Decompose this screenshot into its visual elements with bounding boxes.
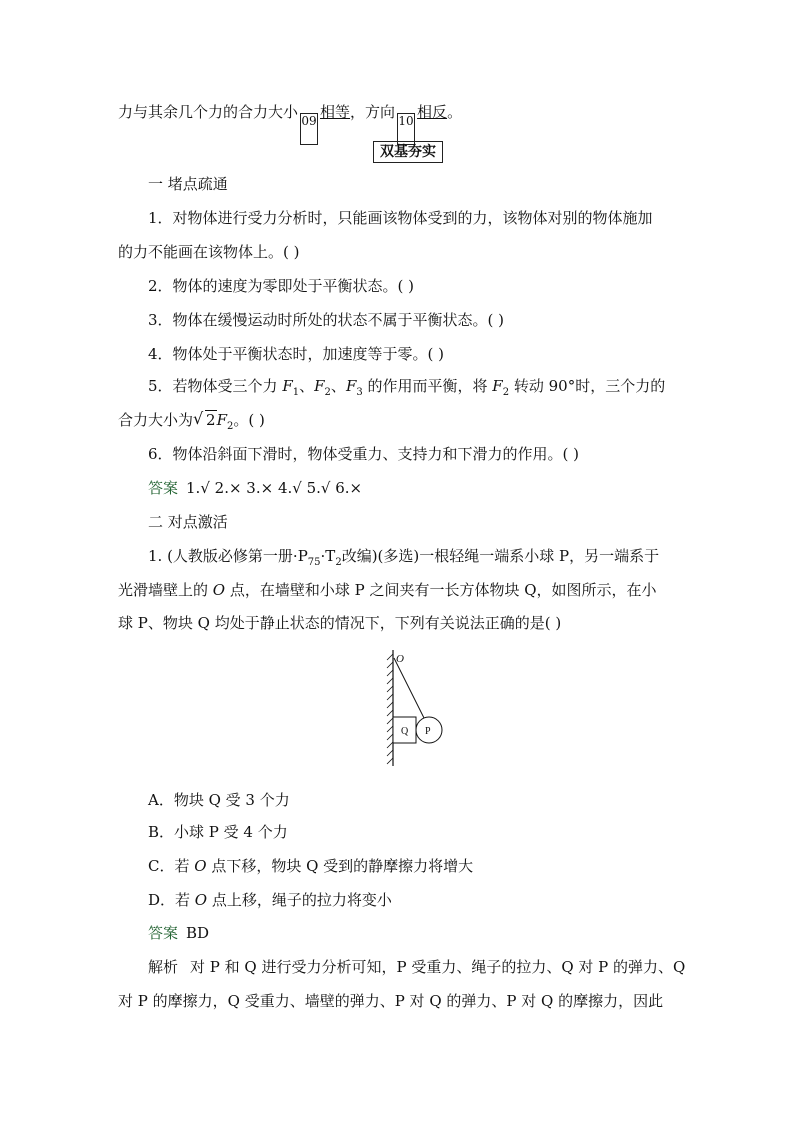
sqrt-radicand: 2 bbox=[206, 411, 216, 429]
question-5-line-1 bbox=[148, 376, 665, 403]
q5-text-1: 5．若物体受三个力 bbox=[148, 377, 283, 395]
option-c-point-o: O bbox=[194, 857, 207, 875]
p2-answer-text: BD bbox=[186, 924, 210, 942]
section-title: 双基夯实 bbox=[373, 141, 443, 163]
p2q1-text-5: 点，在墙壁和小球 P 之间夹有一长方体物块 Q，如图所示，在小 bbox=[225, 581, 657, 599]
question-5-line-2 bbox=[118, 410, 265, 437]
q5-sub-2b: 2 bbox=[502, 387, 510, 398]
option-d bbox=[148, 890, 392, 910]
p2q1-sub-1: 75 bbox=[307, 557, 321, 568]
label-o: O bbox=[396, 653, 404, 665]
option-a: A．物块 Q 受 3 个力 bbox=[148, 791, 290, 809]
answer-label: 答案 bbox=[148, 479, 179, 497]
option-c-text-1: C．若 bbox=[148, 857, 195, 875]
part2-heading: 二 对点激活 bbox=[148, 513, 228, 531]
q5-sub-2c: 2 bbox=[226, 421, 234, 432]
wall-ball-block-figure bbox=[372, 646, 452, 770]
option-d-point-o: O bbox=[194, 891, 208, 909]
q5-sep-1: 、 bbox=[299, 377, 315, 395]
top-suffix: 。 bbox=[447, 103, 463, 121]
analysis-line-1 bbox=[148, 957, 685, 977]
blank-fill-1: 相等 bbox=[320, 103, 351, 121]
option-b: B．小球 P 受 4 个力 bbox=[148, 823, 288, 841]
q5-force-f2c: F bbox=[216, 411, 227, 429]
p2q1-sub-2: 2 bbox=[335, 557, 342, 568]
question-3: 3．物体在缓慢运动时所处的状态不属于平衡状态。( ) bbox=[148, 311, 505, 329]
q5-sub-2: 2 bbox=[324, 387, 331, 398]
question-2: 2．物体的速度为零即处于平衡状态。( ) bbox=[148, 277, 415, 295]
p2q1-text-2: ·T bbox=[320, 547, 336, 565]
q5-sub-3: 3 bbox=[356, 387, 363, 398]
option-c-text-2: 点下移，物块 Q 受到的静摩擦力将增大 bbox=[206, 857, 474, 875]
question-1-line-2: 的力不能画在该物体上。( ) bbox=[118, 243, 300, 261]
p2-answer-label: 答案 bbox=[148, 924, 179, 942]
option-d-text-2: 点上移，绳子的拉力将变小 bbox=[207, 891, 392, 909]
analysis-line-2: 对 P 的摩擦力，Q 受重力、墙壁的弹力、P 对 Q 的弹力、P 对 Q 的摩擦力，因此 bbox=[118, 992, 664, 1010]
q5-force-f3: F bbox=[345, 377, 357, 395]
part1-answer bbox=[148, 478, 362, 498]
top-mid: ，方向 bbox=[350, 103, 396, 121]
top-line bbox=[118, 102, 462, 145]
blank-fill-2: 相反 bbox=[417, 103, 448, 121]
q5-text-5: 。( ) bbox=[233, 411, 265, 429]
p2q1-point-o: O bbox=[212, 581, 226, 599]
option-d-text-1: D．若 bbox=[148, 891, 195, 909]
p2-question-1-line-2 bbox=[118, 580, 657, 600]
q5-text-2: 的作用而平衡，将 bbox=[362, 377, 493, 395]
p2-question-1-line-1 bbox=[148, 546, 659, 573]
question-6: 6．物体沿斜面下滑时，物体受重力、支持力和下滑力的作用。( ) bbox=[148, 445, 580, 463]
p2q1-text-4: 光滑墙壁上的 bbox=[118, 581, 213, 599]
top-prefix: 力与其余几个力的合力大小 bbox=[118, 103, 299, 121]
q5-text-3: 转动 90°时，三个力的 bbox=[509, 377, 666, 395]
p2q1-text-1: 1. (人教版必修第一册·P bbox=[148, 547, 308, 565]
label-q: Q bbox=[401, 726, 409, 737]
sqrt-symbol bbox=[193, 411, 217, 429]
q5-sep-2: 、 bbox=[330, 377, 346, 395]
analysis-text-1: 对 P 和 Q 进行受力分析可知，P 受重力、绳子的拉力、Q 对 P 的弹力、Q bbox=[190, 958, 686, 976]
q5-sub-1: 1 bbox=[292, 387, 300, 398]
option-c bbox=[148, 856, 473, 876]
blank-number-box-2: 10 bbox=[397, 113, 415, 145]
part2-answer bbox=[148, 923, 209, 943]
analysis-label: 解析 bbox=[148, 958, 179, 976]
q5-text-4: 合力大小为 bbox=[118, 411, 194, 429]
question-1-line-1: 1．对物体进行受力分析时，只能画该物体受到的力，该物体对别的物体施加 bbox=[148, 209, 653, 227]
q5-force-f2: F bbox=[314, 377, 325, 395]
rope-line bbox=[394, 658, 424, 718]
q5-force-f2b: F bbox=[492, 377, 503, 395]
p2-question-1-line-3: 球 P、物块 Q 均处于静止状态的情况下，下列有关说法正确的是( ) bbox=[118, 614, 562, 632]
q5-force-f1: F bbox=[282, 377, 293, 395]
question-4: 4．物体处于平衡状态时，加速度等于零。( ) bbox=[148, 345, 445, 363]
blank-number-box-1: 09 bbox=[300, 113, 318, 145]
wall-hatching bbox=[387, 654, 393, 764]
p2q1-text-3: 改编)(多选)一根轻绳一端系小球 P，另一端系于 bbox=[341, 547, 660, 565]
answer-text: 1.√ 2.× 3.× 4.√ 5.√ 6.× bbox=[186, 479, 363, 497]
label-p: P bbox=[425, 726, 431, 737]
part1-heading: 一 堵点疏通 bbox=[148, 175, 228, 193]
